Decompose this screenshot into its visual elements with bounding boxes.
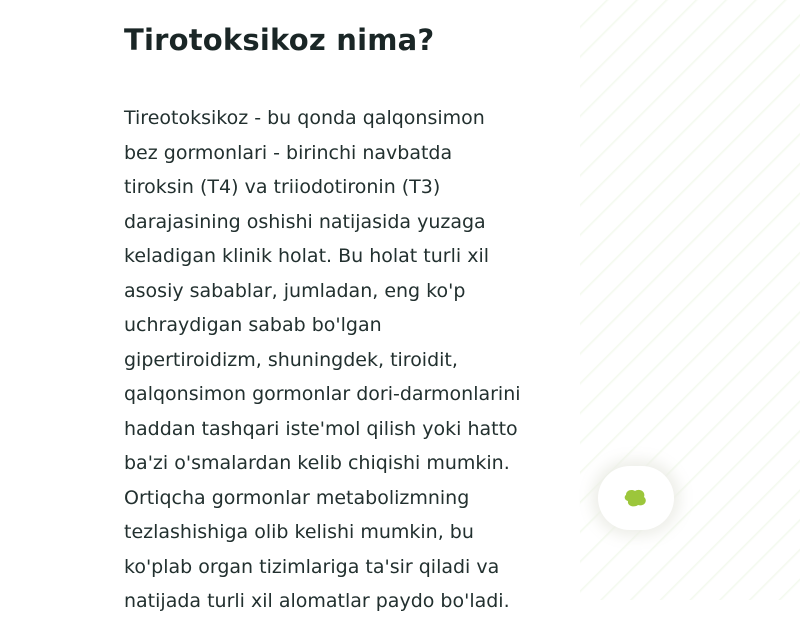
body-line: Ortiqcha gormonlar metabolizmning [124, 486, 470, 509]
body-line: asosiy sabablar, jumladan, eng ko'p [124, 279, 466, 302]
body-line: tiroksin (T4) va triiodotironin (T3) [124, 176, 441, 198]
article-title: Tirotoksikoz nima? [124, 23, 435, 57]
article [124, 18, 664, 619]
body-line: haddan tashqari iste'mol qilish yoki hatto [124, 417, 518, 440]
chat-widget-button[interactable] [598, 466, 674, 530]
chat-icon [622, 487, 650, 509]
body-line: uchraydigan sabab bo'lgan [124, 314, 382, 336]
body-line: tezlashishiga olib kelishi mumkin, bu [124, 521, 474, 543]
body-line: natijada turli xil alomatlar paydo bo'ladi. [124, 590, 510, 612]
body-line: Tireotoksikoz - bu qonda qalqonsimon [124, 107, 485, 129]
article-body [124, 101, 654, 619]
body-line: darajasining oshishi natijasida yuzaga [124, 210, 486, 233]
chat-icon-shape [625, 490, 646, 507]
body-line: ba'zi o'smalardan kelib chiqishi mumkin. [124, 452, 510, 474]
body-line: keladigan klinik holat. Bu holat turli xil [124, 245, 489, 267]
body-line: ko'plab organ tizimlariga ta'sir qiladi va [124, 555, 500, 578]
body-line: gipertiroidizm, shuningdek, tiroidit, [124, 348, 458, 371]
body-line: bez gormonlari - birinchi navbatda [124, 141, 453, 164]
body-line: qalqonsimon gormonlar dori-darmonlarini [124, 383, 521, 405]
